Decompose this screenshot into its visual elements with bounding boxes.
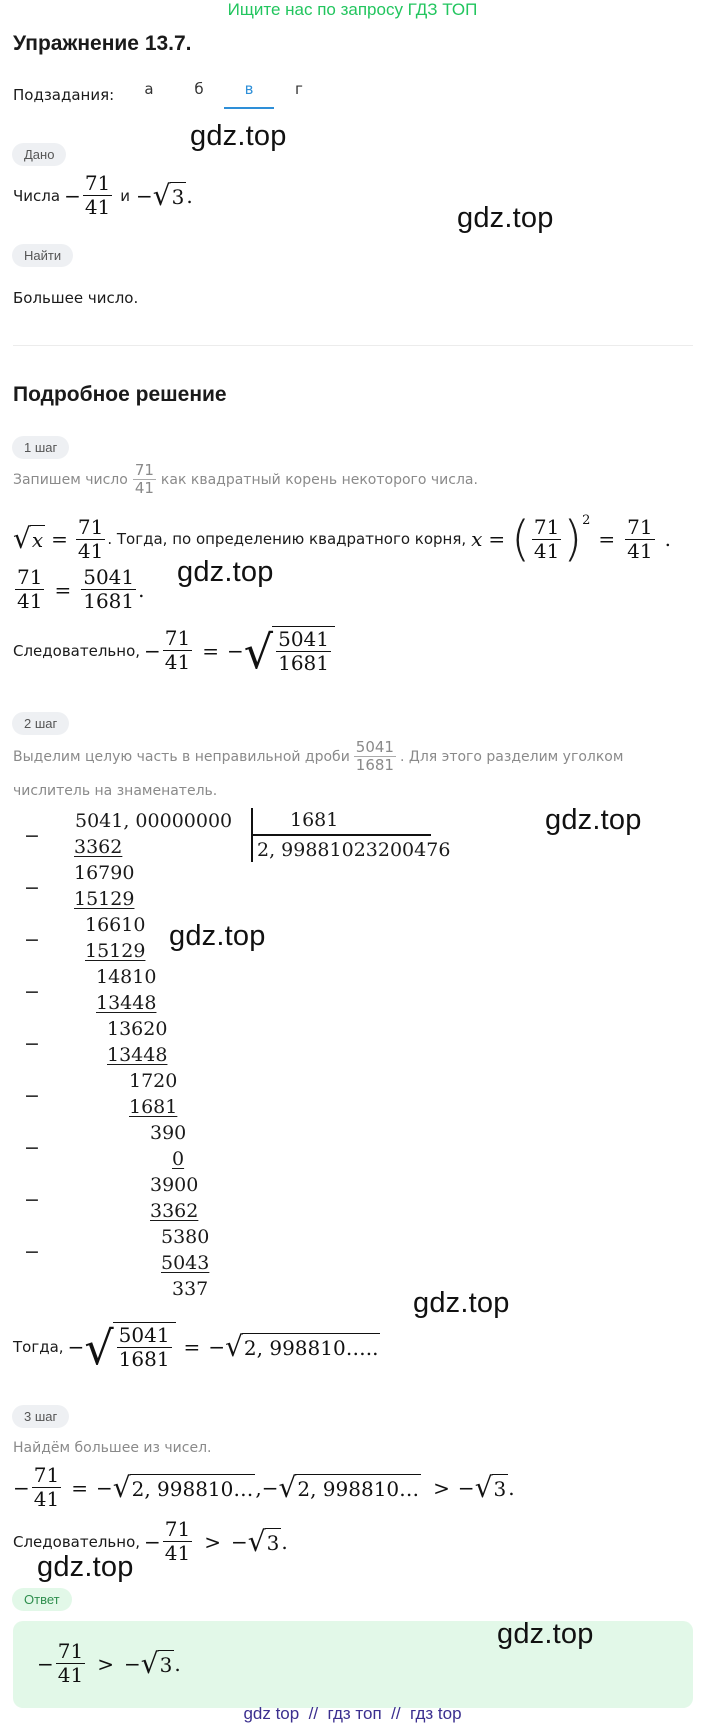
watermark: gdz.top	[457, 202, 554, 234]
subtask-tabs	[124, 74, 324, 109]
division-divisor: 1681	[290, 809, 339, 831]
watermark: gdz.top	[37, 1551, 134, 1583]
step2-conclusion: Тогда, − √ $\frac{5041}{1681}$ = − √ 2, 998810…..	[13, 1321, 379, 1375]
division-row: 1720	[129, 1070, 178, 1092]
division-row: 13620	[107, 1018, 168, 1040]
tab-b[interactable]: б	[194, 80, 204, 98]
find-chip: Найти	[12, 244, 73, 267]
step3-text: Найдём большее из чисел.	[13, 1440, 212, 1456]
division-row: 13448	[107, 1044, 168, 1066]
divider	[13, 345, 693, 346]
step2-intro-line2: числитель на знаменатель.	[13, 783, 218, 799]
step3-comparison: − $\frac{71}{41}$ = − √ 2, 998810… , − √ 2, 998810… > − √ 3 .	[13, 1463, 515, 1511]
solution-title: Подробное решение	[13, 383, 227, 406]
step2-chip: 2 шаг	[12, 712, 69, 735]
division-row: 0	[172, 1148, 185, 1170]
find-text: Большее число.	[13, 289, 139, 307]
given-fraction: $\frac{71}{41}$	[84, 171, 111, 219]
tab-a[interactable]: а	[144, 80, 154, 98]
watermark: gdz.top	[497, 1618, 594, 1650]
division-row: 16610	[85, 914, 146, 936]
tab-v[interactable]: в	[224, 74, 274, 109]
step1-chip: 1 шаг	[12, 436, 69, 459]
given-prefix: Числа	[13, 186, 61, 205]
division-row: 3362	[150, 1200, 199, 1222]
given-sqrt: √ 3	[152, 178, 185, 212]
division-quotient-line	[253, 834, 431, 836]
answer-expression: − $\frac{71}{41}$ > − √ 3 .	[37, 1639, 181, 1687]
watermark: gdz.top	[545, 804, 642, 836]
division-row: 337	[172, 1278, 209, 1300]
footer-links[interactable]: gdz top // гдз топ // гдз top	[243, 1704, 462, 1723]
watermark: gdz.top	[177, 556, 274, 588]
step1-conclusion: Следовательно, − $\frac{71}{41}$ = − √ $\frac{5041}{1681}$	[13, 626, 335, 675]
given-statement: Числа − $\frac{71}{41}$ и − √ 3 .	[13, 171, 193, 219]
answer-chip: Ответ	[12, 1588, 72, 1611]
subtasks-label: Подзадания:	[13, 86, 115, 104]
division-row: 3362	[74, 836, 123, 858]
given-conj: и	[120, 186, 131, 205]
given-chip: Дано	[12, 143, 66, 166]
division-row: 3900	[150, 1174, 199, 1196]
step3-chip: 3 шаг	[12, 1405, 69, 1428]
division-row: 14810	[96, 966, 157, 988]
division-row: 16790	[74, 862, 135, 884]
division-row: 13448	[96, 992, 157, 1014]
division-dividend: 5041, 00000000	[75, 810, 233, 832]
division-row: 15129	[74, 888, 135, 910]
step1-intro: Запишем число $\frac{71}{41}$ как квадратный корень некоторого числа.	[13, 461, 478, 498]
division-quotient: 2, 99881023200476	[257, 839, 451, 861]
step3-conclusion: Следовательно, − $\frac{71}{41}$ > − √ 3 .	[13, 1517, 288, 1565]
watermark: gdz.top	[413, 1287, 510, 1319]
tab-g[interactable]: г	[295, 80, 303, 98]
step2-intro: Выделим целую часть в неправильной дроби $\frac{5041}{1681}$ . Для этого разделим уголком	[13, 738, 624, 775]
division-row: 5380	[161, 1226, 210, 1248]
division-row: 15129	[85, 940, 146, 962]
step1-result: $\frac{71}{41}$ = $\frac{5041}{1681}$ .	[17, 565, 145, 613]
page-title: Упражнение 13.7.	[13, 32, 192, 55]
step1-equation: √ x = $\frac{71}{41}$ . Тогда, по определению квадратного корня, x = ( $\frac{71}{41}$ ) 2 = $\frac{71}{41}$ .	[13, 511, 671, 567]
watermark: gdz.top	[169, 920, 266, 952]
watermark: gdz.top	[190, 120, 287, 152]
division-row: 5043	[161, 1252, 210, 1274]
step1-intro-fraction: $\frac{71}{41}$	[134, 461, 154, 498]
division-row: 1681	[129, 1096, 178, 1118]
top-banner[interactable]: Ищите нас по запросу ГДЗ ТОП	[227, 0, 478, 19]
division-row: 390	[150, 1122, 187, 1144]
